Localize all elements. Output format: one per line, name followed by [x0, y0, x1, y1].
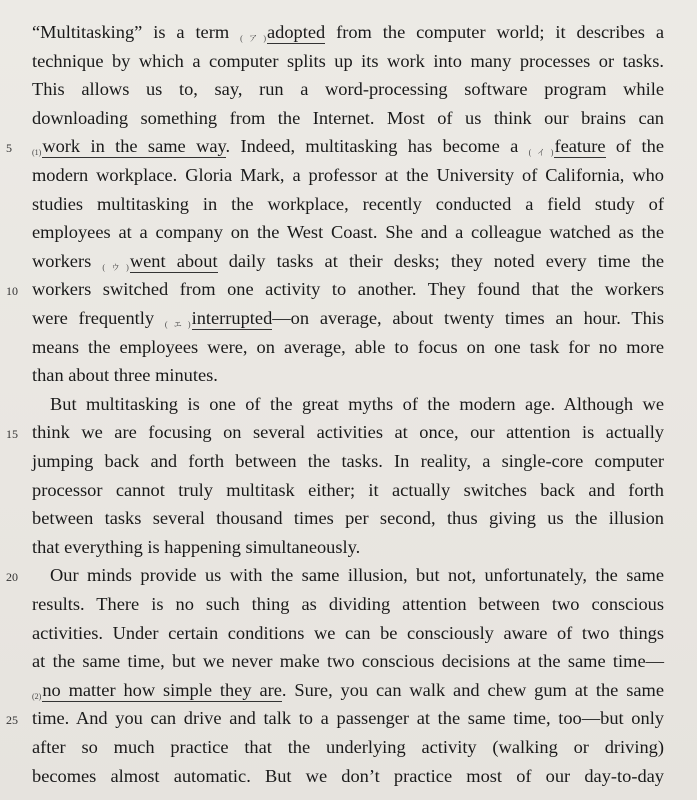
underline-marker: (ア)	[240, 34, 266, 43]
line-number: 20	[6, 570, 18, 585]
text-line	[32, 333, 664, 361]
text-line	[50, 561, 664, 589]
text-line	[32, 275, 664, 303]
text-line	[32, 161, 664, 189]
line-number: 25	[6, 713, 18, 728]
text-line	[32, 447, 664, 475]
underline-marker: (エ)	[164, 320, 191, 329]
line-text: But multitasking is one of the great myths of the modern age. Although we	[50, 393, 664, 414]
text-line	[32, 733, 664, 761]
line-text: Our minds provide us with the same illusion, but not, unfortunately, the same	[50, 565, 664, 586]
line-text: time. And you can drive and talk to a passenger at the same time, too—but only	[32, 708, 664, 729]
underlined-phrase: work in the same way	[42, 136, 226, 157]
text-line	[32, 218, 664, 246]
line-text: This allows us to, say, run a word-processing software program while	[32, 79, 664, 100]
text-line	[32, 476, 664, 504]
line-text: workers switched from one activity to another. They found that the workers	[32, 279, 664, 300]
line-text: results. There is no such thing as dividing attention between two conscious	[32, 594, 664, 614]
line-number: 5	[6, 141, 12, 156]
line-text: . Sure, you can walk and chew gum at the same	[281, 679, 664, 700]
line-text: of the	[605, 136, 664, 157]
text-line	[32, 47, 664, 75]
text-line	[32, 304, 664, 332]
underlined-phrase: feature	[554, 136, 606, 157]
underline-marker: (イ)	[528, 148, 554, 158]
line-text: means the employees were, on average, able to focus on one task for no more	[32, 336, 664, 357]
text-line	[32, 676, 664, 704]
text-line	[32, 504, 664, 532]
line-text: after so much practice that the underlying activity (walking or driving)	[32, 737, 664, 757]
line-text: —on average, about twenty times an hour. This	[272, 308, 665, 328]
underline-marker: (1)	[32, 148, 42, 158]
line-text: that everything is happening simultaneously.	[32, 536, 361, 557]
text-line	[32, 418, 664, 446]
text-line	[32, 18, 664, 46]
line-text: . Indeed, multitasking has become a	[225, 136, 529, 157]
text-line	[32, 704, 664, 732]
text-line	[32, 647, 664, 675]
line-text: activities. Under certain conditions we can be consciously aware of two things	[32, 622, 664, 643]
text-line	[32, 619, 664, 647]
line-text: from the computer world; it describes a	[325, 22, 664, 42]
line-text: studies multitasking in the workplace, recently conducted a field study of	[32, 193, 664, 214]
text-line	[32, 132, 664, 160]
text-line	[32, 762, 664, 790]
underlined-phrase: went about	[129, 250, 218, 271]
line-number: 10	[6, 284, 18, 299]
line-text: workers	[32, 250, 103, 271]
underlined-phrase: interrupted	[191, 308, 273, 328]
line-text: at the same time, but we never make two conscious decisions at the same time—	[32, 651, 664, 672]
line-text: between tasks several thousand times per second, thus giving us the illusion	[32, 508, 664, 529]
text-line	[32, 361, 664, 389]
text-line	[32, 190, 664, 218]
line-text: think we are focusing on several activities at once, our attention is actually	[32, 422, 664, 443]
line-text: technique by which a computer splits up its work into many processes or tasks.	[32, 50, 664, 71]
line-text: daily tasks at their desks; they noted every time the	[217, 250, 664, 271]
underline-marker: (2)	[32, 691, 42, 701]
text-line	[32, 247, 664, 275]
line-text: “Multitasking” is a term	[32, 22, 241, 42]
line-text: jumping back and forth between the tasks. In reality, a single-core computer	[32, 451, 664, 471]
text-line	[32, 533, 664, 561]
line-text: were frequently	[32, 308, 165, 328]
underlined-phrase: no matter how simple they are	[42, 679, 282, 700]
line-text: becomes almost automatic. But we don’t practice most of our day-to-day	[32, 765, 664, 786]
line-text: employees at a company on the West Coast. She and a colleague watched as the	[32, 222, 664, 243]
text-line	[32, 590, 664, 618]
line-text: downloading something from the Internet. Most of us think our brains can	[32, 107, 664, 128]
text-line	[32, 75, 664, 103]
underline-marker: (ウ)	[102, 262, 129, 272]
underlined-phrase: adopted	[267, 22, 326, 42]
line-text: processor cannot truly multitask either; it actually switches back and forth	[32, 479, 664, 500]
text-line	[32, 104, 664, 132]
line-number: 15	[6, 427, 18, 442]
text-line	[50, 390, 664, 418]
line-text: modern workplace. Gloria Mark, a professor at the University of California, who	[32, 165, 664, 185]
line-text: than about three minutes.	[32, 365, 218, 386]
